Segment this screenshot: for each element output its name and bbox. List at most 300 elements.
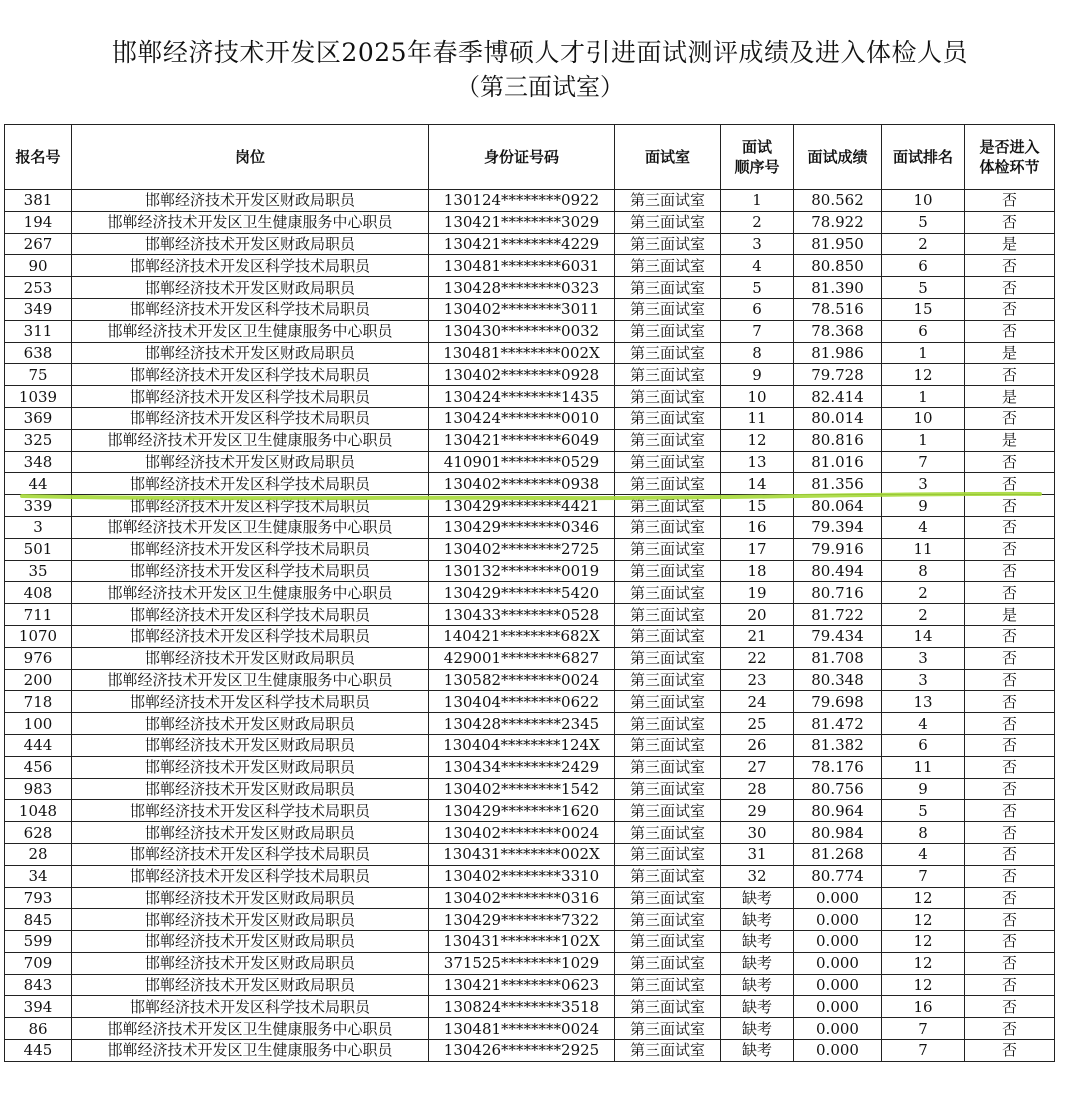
cell-room: 第三面试室	[615, 734, 721, 756]
cell-rank: 12	[882, 909, 965, 931]
cell-id-number: 130421********4229	[429, 233, 615, 255]
cell-order: 2	[721, 211, 794, 233]
cell-order: 4	[721, 255, 794, 277]
cell-physical-exam: 否	[965, 407, 1055, 429]
table-row	[5, 625, 1055, 647]
cell-rank: 12	[882, 364, 965, 386]
cell-rank: 7	[882, 451, 965, 473]
cell-order: 22	[721, 647, 794, 669]
table-row	[5, 604, 1055, 626]
cell-score: 0.000	[794, 931, 882, 953]
cell-id-number: 429001********6827	[429, 647, 615, 669]
cell-score: 80.756	[794, 778, 882, 800]
cell-rank: 16	[882, 996, 965, 1018]
table-row	[5, 386, 1055, 408]
cell-position: 邯郸经济技术开发区财政局职员	[72, 822, 429, 844]
cell-room: 第三面试室	[615, 691, 721, 713]
header-row	[5, 125, 1055, 190]
header-cell	[965, 125, 1055, 190]
cell-physical-exam: 否	[965, 887, 1055, 909]
cell-room: 第三面试室	[615, 625, 721, 647]
cell-physical-exam: 是	[965, 342, 1055, 364]
cell-id-number: 130424********1435	[429, 386, 615, 408]
cell-position: 邯郸经济技术开发区科学技术局职员	[72, 800, 429, 822]
cell-room: 第三面试室	[615, 952, 721, 974]
cell-position: 邯郸经济技术开发区财政局职员	[72, 931, 429, 953]
cell-position: 邯郸经济技术开发区卫生健康服务中心职员	[72, 1018, 429, 1040]
cell-physical-exam: 否	[965, 516, 1055, 538]
cell-rank: 13	[882, 691, 965, 713]
cell-position: 邯郸经济技术开发区科学技术局职员	[72, 996, 429, 1018]
cell-reg-no: 599	[5, 931, 72, 953]
cell-order: 12	[721, 429, 794, 451]
cell-physical-exam: 否	[965, 865, 1055, 887]
header-label: 身份证号码	[483, 148, 559, 166]
cell-score: 81.356	[794, 473, 882, 495]
cell-physical-exam: 否	[965, 756, 1055, 778]
cell-rank: 15	[882, 298, 965, 320]
cell-score: 79.698	[794, 691, 882, 713]
cell-physical-exam: 否	[965, 473, 1055, 495]
cell-score: 0.000	[794, 909, 882, 931]
cell-position: 邯郸经济技术开发区财政局职员	[72, 647, 429, 669]
cell-score: 81.382	[794, 734, 882, 756]
cell-reg-no: 194	[5, 211, 72, 233]
cell-position: 邯郸经济技术开发区财政局职员	[72, 952, 429, 974]
page-subtitle: （第三面试室）	[456, 73, 624, 101]
cell-reg-no: 349	[5, 298, 72, 320]
header-label: 面试室	[644, 148, 690, 166]
cell-score: 80.984	[794, 822, 882, 844]
cell-physical-exam: 否	[965, 647, 1055, 669]
cell-score: 79.434	[794, 625, 882, 647]
header-cell	[429, 125, 615, 190]
cell-id-number: 130429********0346	[429, 516, 615, 538]
cell-reg-no: 44	[5, 473, 72, 495]
cell-position: 邯郸经济技术开发区科学技术局职员	[72, 865, 429, 887]
cell-physical-exam: 否	[965, 538, 1055, 560]
table-row	[5, 713, 1055, 735]
cell-reg-no: 394	[5, 996, 72, 1018]
cell-order: 15	[721, 495, 794, 517]
cell-position: 邯郸经济技术开发区卫生健康服务中心职员	[72, 516, 429, 538]
cell-reg-no: 90	[5, 255, 72, 277]
cell-reg-no: 456	[5, 756, 72, 778]
cell-id-number: 130430********0032	[429, 320, 615, 342]
cell-rank: 2	[882, 604, 965, 626]
cell-rank: 5	[882, 277, 965, 299]
cell-id-number: 130402********0938	[429, 473, 615, 495]
cell-reg-no: 709	[5, 952, 72, 974]
cell-reg-no: 638	[5, 342, 72, 364]
cell-reg-no: 1048	[5, 800, 72, 822]
cell-score: 0.000	[794, 1018, 882, 1040]
cell-reg-no: 369	[5, 407, 72, 429]
cell-rank: 12	[882, 887, 965, 909]
header-label: 面试	[741, 138, 772, 156]
cell-score: 81.722	[794, 604, 882, 626]
cell-rank: 3	[882, 647, 965, 669]
cell-reg-no: 718	[5, 691, 72, 713]
table-row	[5, 451, 1055, 473]
cell-reg-no: 381	[5, 190, 72, 212]
cell-position: 邯郸经济技术开发区科学技术局职员	[72, 298, 429, 320]
table-row	[5, 931, 1055, 953]
cell-reg-no: 325	[5, 429, 72, 451]
cell-physical-exam: 否	[965, 931, 1055, 953]
cell-reg-no: 28	[5, 843, 72, 865]
cell-position: 邯郸经济技术开发区科学技术局职员	[72, 843, 429, 865]
results-table	[4, 124, 1055, 1062]
cell-rank: 1	[882, 386, 965, 408]
cell-rank: 7	[882, 1018, 965, 1040]
cell-score: 0.000	[794, 996, 882, 1018]
cell-room: 第三面试室	[615, 909, 721, 931]
table-row	[5, 1040, 1055, 1062]
cell-order: 11	[721, 407, 794, 429]
cell-id-number: 130404********0622	[429, 691, 615, 713]
cell-room: 第三面试室	[615, 320, 721, 342]
cell-position: 邯郸经济技术开发区财政局职员	[72, 909, 429, 931]
cell-id-number: 130421********3029	[429, 211, 615, 233]
cell-physical-exam: 否	[965, 1040, 1055, 1062]
cell-position: 邯郸经济技术开发区卫生健康服务中心职员	[72, 669, 429, 691]
cell-order: 5	[721, 277, 794, 299]
cell-order: 18	[721, 560, 794, 582]
cell-id-number: 130402********2725	[429, 538, 615, 560]
cell-position: 邯郸经济技术开发区财政局职员	[72, 342, 429, 364]
header-label: 体检环节	[979, 158, 1040, 176]
table-row	[5, 277, 1055, 299]
cell-reg-no: 75	[5, 364, 72, 386]
cell-position: 邯郸经济技术开发区卫生健康服务中心职员	[72, 211, 429, 233]
cell-reg-no: 408	[5, 582, 72, 604]
header-label: 报名号	[15, 148, 61, 166]
cell-order: 9	[721, 364, 794, 386]
cell-id-number: 130402********0316	[429, 887, 615, 909]
table-row	[5, 1018, 1055, 1040]
cell-order: 缺考	[721, 996, 794, 1018]
cell-score: 80.064	[794, 495, 882, 517]
table-row	[5, 996, 1055, 1018]
cell-physical-exam: 否	[965, 996, 1055, 1018]
cell-id-number: 130421********0623	[429, 974, 615, 996]
cell-score: 0.000	[794, 952, 882, 974]
cell-physical-exam: 否	[965, 952, 1055, 974]
cell-order: 30	[721, 822, 794, 844]
cell-score: 80.716	[794, 582, 882, 604]
cell-physical-exam: 否	[965, 669, 1055, 691]
cell-position: 邯郸经济技术开发区科学技术局职员	[72, 364, 429, 386]
cell-position: 邯郸经济技术开发区卫生健康服务中心职员	[72, 1040, 429, 1062]
table-row	[5, 843, 1055, 865]
cell-rank: 12	[882, 931, 965, 953]
cell-position: 邯郸经济技术开发区财政局职员	[72, 713, 429, 735]
cell-id-number: 130404********124X	[429, 734, 615, 756]
cell-id-number: 130481********0024	[429, 1018, 615, 1040]
cell-position: 邯郸经济技术开发区财政局职员	[72, 778, 429, 800]
header-cell	[615, 125, 721, 190]
cell-reg-no: 1070	[5, 625, 72, 647]
cell-physical-exam: 否	[965, 560, 1055, 582]
cell-score: 80.850	[794, 255, 882, 277]
cell-reg-no: 843	[5, 974, 72, 996]
cell-physical-exam: 否	[965, 909, 1055, 931]
cell-rank: 8	[882, 822, 965, 844]
cell-physical-exam: 否	[965, 843, 1055, 865]
cell-position: 邯郸经济技术开发区科学技术局职员	[72, 604, 429, 626]
cell-score: 81.472	[794, 713, 882, 735]
cell-id-number: 130429********5420	[429, 582, 615, 604]
cell-id-number: 130402********3011	[429, 298, 615, 320]
cell-score: 81.390	[794, 277, 882, 299]
cell-id-number: 130402********0928	[429, 364, 615, 386]
cell-id-number: 130124********0922	[429, 190, 615, 212]
cell-rank: 9	[882, 778, 965, 800]
cell-rank: 4	[882, 843, 965, 865]
cell-room: 第三面试室	[615, 429, 721, 451]
cell-score: 78.516	[794, 298, 882, 320]
header-cell	[5, 125, 72, 190]
header-label: 岗位	[234, 148, 265, 166]
cell-room: 第三面试室	[615, 298, 721, 320]
cell-position: 邯郸经济技术开发区财政局职员	[72, 190, 429, 212]
cell-reg-no: 1039	[5, 386, 72, 408]
header-cell	[721, 125, 794, 190]
cell-order: 6	[721, 298, 794, 320]
cell-position: 邯郸经济技术开发区科学技术局职员	[72, 386, 429, 408]
cell-rank: 11	[882, 538, 965, 560]
cell-order: 14	[721, 473, 794, 495]
cell-rank: 5	[882, 211, 965, 233]
cell-id-number: 130421********6049	[429, 429, 615, 451]
cell-physical-exam: 是	[965, 604, 1055, 626]
cell-score: 79.728	[794, 364, 882, 386]
cell-order: 缺考	[721, 887, 794, 909]
cell-score: 0.000	[794, 887, 882, 909]
cell-physical-exam: 否	[965, 320, 1055, 342]
cell-order: 25	[721, 713, 794, 735]
cell-room: 第三面试室	[615, 1040, 721, 1062]
table-row	[5, 538, 1055, 560]
cell-rank: 1	[882, 342, 965, 364]
cell-rank: 1	[882, 429, 965, 451]
cell-physical-exam: 否	[965, 691, 1055, 713]
cell-id-number: 130428********0323	[429, 277, 615, 299]
cell-reg-no: 3	[5, 516, 72, 538]
cell-order: 16	[721, 516, 794, 538]
cell-score: 81.268	[794, 843, 882, 865]
cell-score: 80.014	[794, 407, 882, 429]
cell-physical-exam: 否	[965, 190, 1055, 212]
cell-id-number: 410901********0529	[429, 451, 615, 473]
cell-score: 81.986	[794, 342, 882, 364]
cell-room: 第三面试室	[615, 713, 721, 735]
cell-rank: 11	[882, 756, 965, 778]
cell-position: 邯郸经济技术开发区科学技术局职员	[72, 560, 429, 582]
table-row	[5, 211, 1055, 233]
cell-position: 邯郸经济技术开发区卫生健康服务中心职员	[72, 320, 429, 342]
cell-order: 21	[721, 625, 794, 647]
cell-order: 缺考	[721, 909, 794, 931]
cell-physical-exam: 否	[965, 734, 1055, 756]
cell-physical-exam: 否	[965, 974, 1055, 996]
cell-order: 20	[721, 604, 794, 626]
cell-order: 缺考	[721, 974, 794, 996]
cell-room: 第三面试室	[615, 560, 721, 582]
cell-rank: 3	[882, 669, 965, 691]
cell-room: 第三面试室	[615, 974, 721, 996]
cell-order: 17	[721, 538, 794, 560]
cell-physical-exam: 否	[965, 625, 1055, 647]
cell-reg-no: 339	[5, 495, 72, 517]
cell-rank: 12	[882, 952, 965, 974]
cell-room: 第三面试室	[615, 190, 721, 212]
cell-room: 第三面试室	[615, 342, 721, 364]
cell-room: 第三面试室	[615, 1018, 721, 1040]
cell-position: 邯郸经济技术开发区科学技术局职员	[72, 625, 429, 647]
table-row	[5, 865, 1055, 887]
table-row	[5, 952, 1055, 974]
cell-reg-no: 35	[5, 560, 72, 582]
header-cell	[794, 125, 882, 190]
cell-room: 第三面试室	[615, 996, 721, 1018]
cell-position: 邯郸经济技术开发区财政局职员	[72, 734, 429, 756]
cell-id-number: 130426********2925	[429, 1040, 615, 1062]
table-row	[5, 647, 1055, 669]
cell-score: 78.368	[794, 320, 882, 342]
cell-order: 缺考	[721, 1018, 794, 1040]
cell-reg-no: 845	[5, 909, 72, 931]
cell-reg-no: 793	[5, 887, 72, 909]
cell-score: 80.816	[794, 429, 882, 451]
cell-rank: 5	[882, 800, 965, 822]
cell-rank: 2	[882, 233, 965, 255]
cell-score: 80.774	[794, 865, 882, 887]
cell-reg-no: 628	[5, 822, 72, 844]
table-row	[5, 822, 1055, 844]
cell-score: 79.394	[794, 516, 882, 538]
cell-physical-exam: 是	[965, 429, 1055, 451]
table-row	[5, 298, 1055, 320]
table-row	[5, 560, 1055, 582]
cell-reg-no: 444	[5, 734, 72, 756]
cell-score: 80.964	[794, 800, 882, 822]
cell-order: 19	[721, 582, 794, 604]
cell-score: 0.000	[794, 974, 882, 996]
cell-order: 1	[721, 190, 794, 212]
cell-room: 第三面试室	[615, 756, 721, 778]
cell-reg-no: 445	[5, 1040, 72, 1062]
cell-room: 第三面试室	[615, 538, 721, 560]
cell-room: 第三面试室	[615, 669, 721, 691]
cell-position: 邯郸经济技术开发区卫生健康服务中心职员	[72, 582, 429, 604]
cell-rank: 2	[882, 582, 965, 604]
cell-rank: 6	[882, 320, 965, 342]
table-row	[5, 756, 1055, 778]
table-row	[5, 190, 1055, 212]
cell-room: 第三面试室	[615, 887, 721, 909]
cell-score: 80.494	[794, 560, 882, 582]
cell-order: 13	[721, 451, 794, 473]
cell-position: 邯郸经济技术开发区科学技术局职员	[72, 255, 429, 277]
cell-reg-no: 501	[5, 538, 72, 560]
cell-room: 第三面试室	[615, 516, 721, 538]
cell-score: 81.950	[794, 233, 882, 255]
cell-room: 第三面试室	[615, 495, 721, 517]
cell-order: 27	[721, 756, 794, 778]
cell-reg-no: 200	[5, 669, 72, 691]
cell-id-number: 130824********3518	[429, 996, 615, 1018]
cell-order: 8	[721, 342, 794, 364]
cell-physical-exam: 否	[965, 364, 1055, 386]
table-row	[5, 495, 1055, 517]
cell-order: 10	[721, 386, 794, 408]
cell-order: 28	[721, 778, 794, 800]
cell-physical-exam: 否	[965, 800, 1055, 822]
cell-id-number: 130402********1542	[429, 778, 615, 800]
cell-physical-exam: 否	[965, 277, 1055, 299]
cell-position: 邯郸经济技术开发区科学技术局职员	[72, 538, 429, 560]
cell-id-number: 130582********0024	[429, 669, 615, 691]
cell-id-number: 130402********0024	[429, 822, 615, 844]
header-label: 面试成绩	[807, 148, 868, 166]
header-label: 是否进入	[979, 138, 1040, 156]
cell-score: 0.000	[794, 1040, 882, 1062]
cell-physical-exam: 否	[965, 1018, 1055, 1040]
cell-id-number: 130429********1620	[429, 800, 615, 822]
cell-room: 第三面试室	[615, 865, 721, 887]
cell-rank: 10	[882, 190, 965, 212]
cell-position: 邯郸经济技术开发区科学技术局职员	[72, 473, 429, 495]
cell-reg-no: 86	[5, 1018, 72, 1040]
table-row	[5, 320, 1055, 342]
cell-reg-no: 267	[5, 233, 72, 255]
cell-order: 29	[721, 800, 794, 822]
cell-position: 邯郸经济技术开发区科学技术局职员	[72, 407, 429, 429]
cell-rank: 4	[882, 713, 965, 735]
table-row	[5, 516, 1055, 538]
cell-reg-no: 976	[5, 647, 72, 669]
cell-room: 第三面试室	[615, 778, 721, 800]
table-row	[5, 407, 1055, 429]
table-row	[5, 233, 1055, 255]
cell-room: 第三面试室	[615, 582, 721, 604]
table-row	[5, 364, 1055, 386]
cell-id-number: 130431********102X	[429, 931, 615, 953]
cell-room: 第三面试室	[615, 473, 721, 495]
cell-rank: 6	[882, 734, 965, 756]
cell-rank: 10	[882, 407, 965, 429]
cell-room: 第三面试室	[615, 364, 721, 386]
cell-score: 79.916	[794, 538, 882, 560]
cell-reg-no: 711	[5, 604, 72, 626]
cell-physical-exam: 否	[965, 255, 1055, 277]
cell-rank: 12	[882, 974, 965, 996]
cell-position: 邯郸经济技术开发区财政局职员	[72, 887, 429, 909]
cell-room: 第三面试室	[615, 277, 721, 299]
cell-order: 31	[721, 843, 794, 865]
cell-rank: 4	[882, 516, 965, 538]
cell-physical-exam: 否	[965, 211, 1055, 233]
cell-physical-exam: 否	[965, 298, 1055, 320]
cell-physical-exam: 是	[965, 386, 1055, 408]
cell-id-number: 130481********002X	[429, 342, 615, 364]
cell-rank: 9	[882, 495, 965, 517]
cell-room: 第三面试室	[615, 255, 721, 277]
cell-position: 邯郸经济技术开发区财政局职员	[72, 233, 429, 255]
cell-order: 3	[721, 233, 794, 255]
